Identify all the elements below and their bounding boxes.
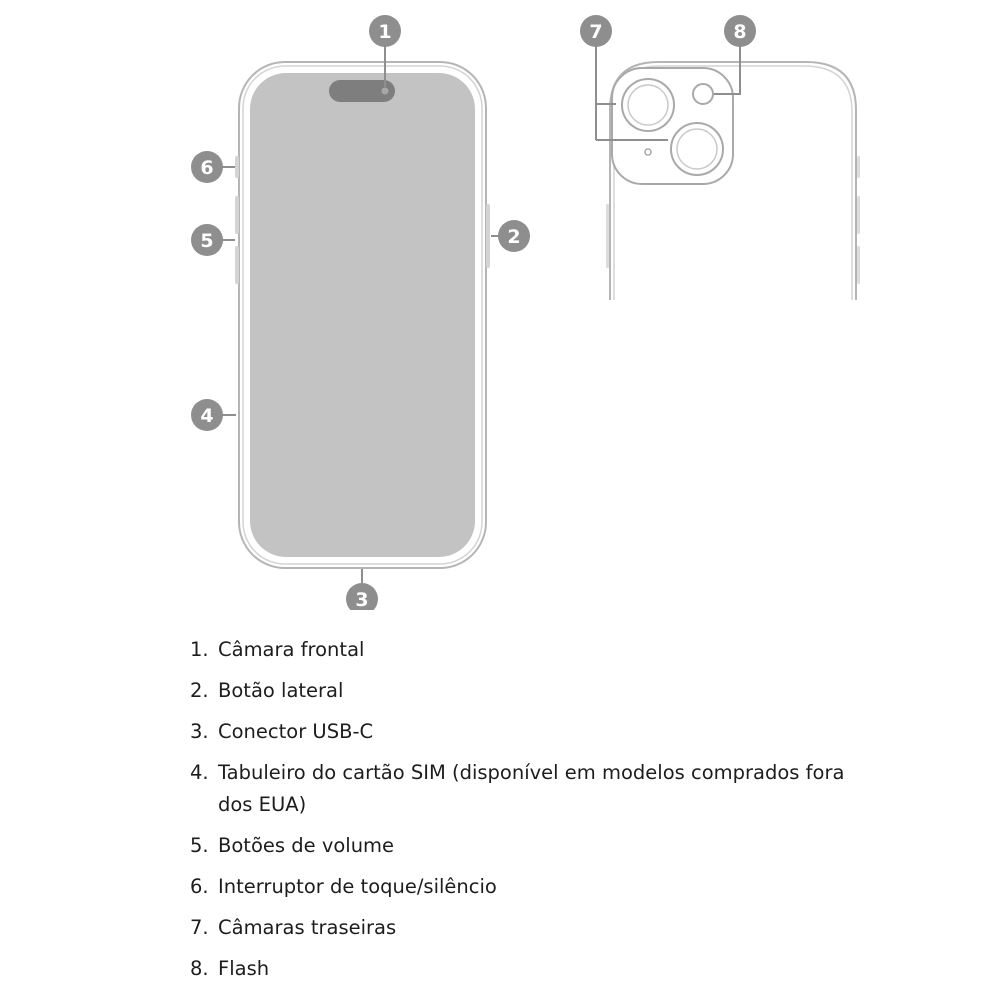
legend-item <box>0 953 878 985</box>
parts-legend <box>0 634 1000 994</box>
back-side-button-low <box>857 246 860 284</box>
callout-4 <box>191 399 223 431</box>
legend-item <box>0 757 878 821</box>
phone-back-view <box>606 62 860 300</box>
legend-item-text: Conector USB-C <box>218 720 374 743</box>
legend-item <box>0 634 878 666</box>
legend-item-number: 8. <box>190 957 209 980</box>
back-side-button-mid <box>857 196 860 234</box>
callout-8-label: 8 <box>733 21 747 43</box>
legend-item-text: Flash <box>218 957 270 980</box>
legend-item <box>0 830 878 862</box>
legend-item <box>0 716 878 748</box>
legend-item-text: Câmara frontal <box>218 638 365 661</box>
legend-item-number: 2. <box>190 679 209 702</box>
rear-camera-top-lens <box>622 79 674 131</box>
legend-item-number: 7. <box>190 916 209 939</box>
legend-item-text: Interruptor de toque/silêncio <box>218 875 497 898</box>
legend-item <box>0 675 878 707</box>
callout-2 <box>498 220 530 252</box>
callout-6 <box>191 151 223 183</box>
callout-3-label: 3 <box>355 589 369 610</box>
rear-camera-bottom-lens <box>671 123 723 175</box>
phone-front-view <box>235 62 490 568</box>
phone-screen <box>250 73 475 557</box>
legend-item-text: Botões de volume <box>218 834 395 857</box>
callout-4-label: 4 <box>200 405 214 427</box>
legend-item-text: Botão lateral <box>218 679 344 702</box>
flash-icon <box>693 84 713 104</box>
callout-2-label: 2 <box>507 226 521 248</box>
legend-item-number: 3. <box>190 720 209 743</box>
legend-item-text: Câmaras traseiras <box>218 916 397 939</box>
callout-5-label: 5 <box>200 230 214 252</box>
callout-1 <box>369 15 401 47</box>
back-left-button <box>606 204 609 268</box>
callout-7 <box>580 15 612 47</box>
side-button <box>486 204 490 268</box>
callout-3 <box>346 583 378 610</box>
ring-silent-switch <box>235 156 239 178</box>
legend-item-text: Tabuleiro do cartão SIM (disponível em modelos comprados fora dos EUA) <box>218 761 845 816</box>
back-side-button-top <box>857 156 860 178</box>
legend-item-number: 1. <box>190 638 209 661</box>
legend-item-number: 5. <box>190 834 209 857</box>
legend-item <box>0 871 878 903</box>
front-camera-lens <box>382 88 389 95</box>
callout-7-label: 7 <box>589 21 603 43</box>
volume-up-button <box>235 196 239 234</box>
legend-item-number: 6. <box>190 875 209 898</box>
callout-6-label: 6 <box>200 157 214 179</box>
legend-item-number: 4. <box>190 761 209 784</box>
callout-1-label: 1 <box>378 21 392 43</box>
volume-down-button <box>235 246 239 284</box>
callout-8 <box>724 15 756 47</box>
legend-item <box>0 912 878 944</box>
callout-5 <box>191 224 223 256</box>
